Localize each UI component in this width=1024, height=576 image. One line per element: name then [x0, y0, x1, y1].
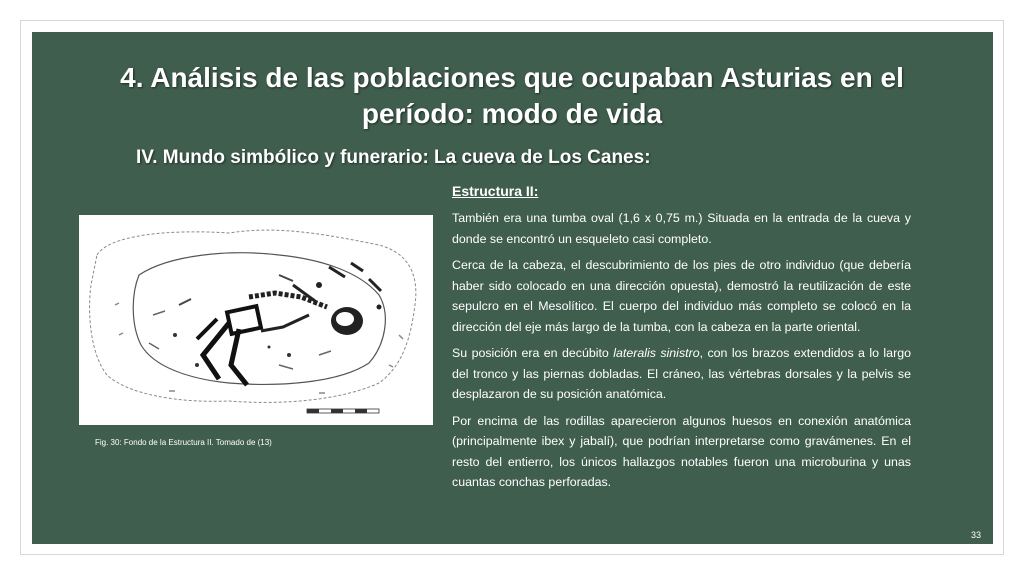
page-number: 33: [970, 530, 981, 540]
slide-subtitle: IV. Mundo simbólico y funerario: La cueva de Los Canes:: [136, 147, 651, 168]
paragraph-3-start: Su posición era en decúbito: [452, 346, 614, 360]
slide: [32, 32, 993, 544]
paragraph-2: Cerca de la cabeza, el descubrimiento de los pies de otro individuo (que debería haber sido colocado en una dirección opuesta), demostró la reutilización de este sepulcro en el Mesolítico. El cuerpo del individuo más completo se colocó en la dirección del eje más largo de la tumba, con la cabeza en la parte oriental.: [452, 258, 911, 334]
paragraph-3-end: , con los brazos extendidos a lo largo del tronco y las piernas dobladas. El cráneo, las vértebras dorsales y la pelvis se desplazaron de su posición anatómica.: [452, 346, 911, 401]
paragraph-1: También era una tumba oval (1,6 x 0,75 m.) Situada en la entrada de la cueva y donde se encontró un esqueleto casi completo.: [452, 211, 911, 246]
paragraph-3-italic: lateralis sinistro: [613, 346, 700, 360]
paragraph-3: [452, 343, 911, 405]
slide-title: 4. Análisis de las poblaciones que ocupaban Asturias en el período: modo de vida: [120, 62, 904, 129]
section-heading: Estructura II:: [452, 183, 539, 199]
paragraph-4: Por encima de las rodillas aparecieron algunos huesos en conexión anatómica (principalmente ibex y jabalí), que podrían interpretarse como gravámenes. En el resto del entierro, los únicos hallazgos notables fueron una microburina y unas cuantas conchas perforadas.: [452, 413, 911, 489]
burial-drawing-figure: [79, 215, 433, 425]
figure-caption: Fig. 30: Fondo de la Estructura II. Tomado de (13): [95, 438, 272, 447]
body-text: [452, 208, 911, 499]
burial-drawing-image: [79, 215, 433, 425]
